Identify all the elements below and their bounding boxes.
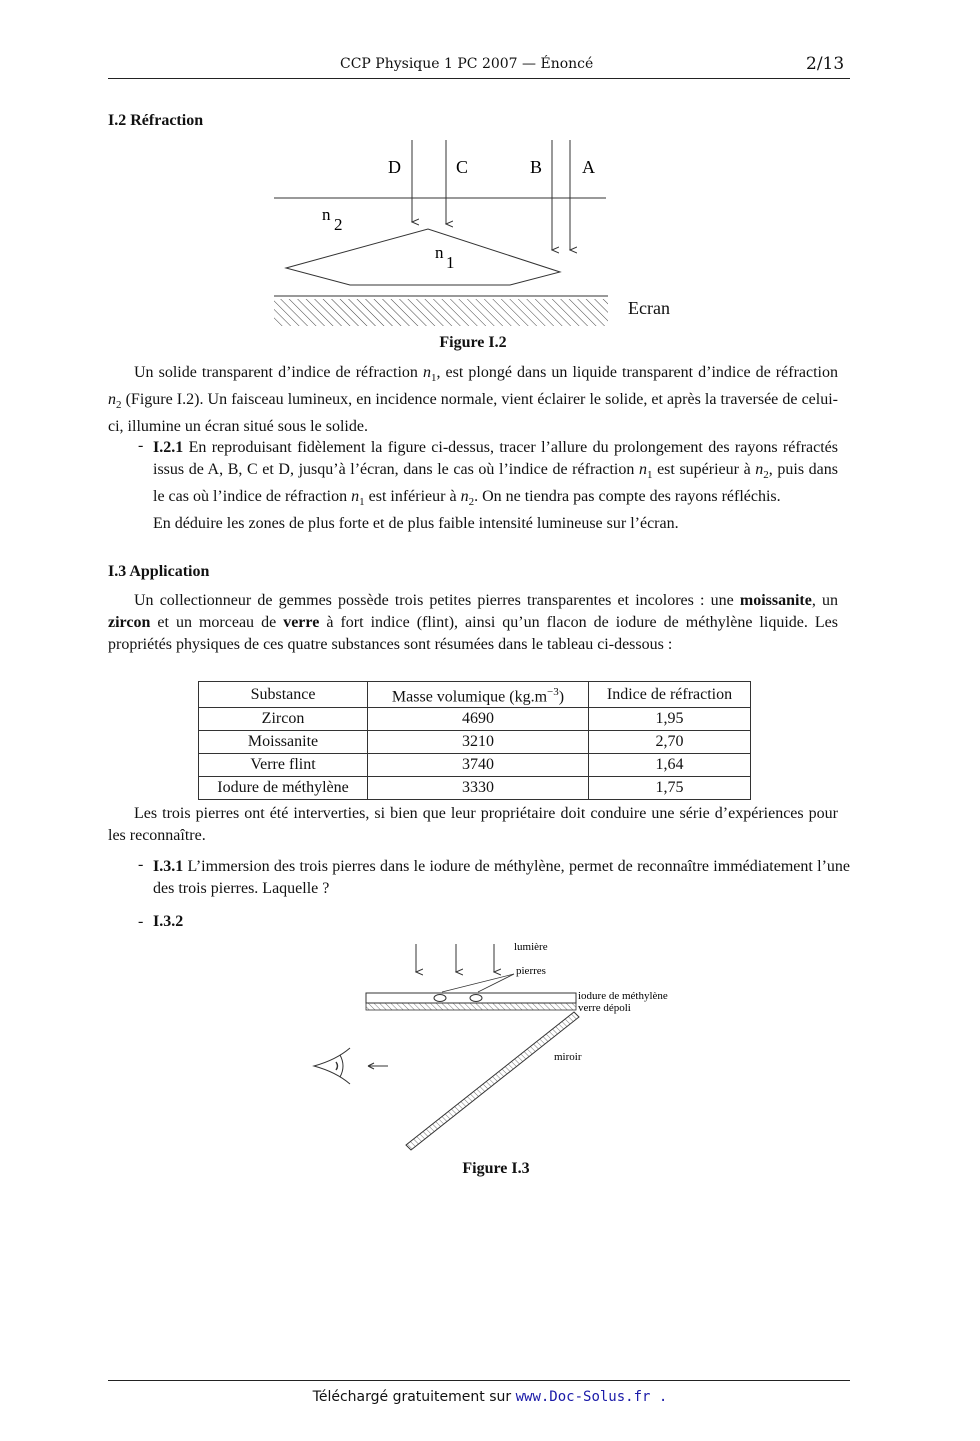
table-cell: 3210	[368, 731, 589, 754]
table-header-cell: Indice de réfraction	[589, 682, 751, 708]
transparent-solid	[286, 229, 560, 285]
table-cell: 1,95	[589, 708, 751, 731]
table-cell: 2,70	[589, 731, 751, 754]
question-i21: I.2.1 En reproduisant fidèlement la figure ci-dessus, tracer l’allure du prolongement des rayons réfractés issus de A, B, C et D, jusqu’à l’écran, dans le cas où l’indice de réfraction $n_1$ est supérieur à $n_2$, puis dans le cas où l’indice de réfraction $n_1$ est inférieur à $n_2$. On ne tiendra pas compte des rayons réfléchis. En déduire les zones de plus forte et de plus faible intensité lumineuse sur l’écran.	[153, 437, 838, 535]
question-number: I.2.1	[153, 439, 184, 456]
question-i21-followup: En déduire les zones de plus forte et de plus faible intensité lumineuse sur l’écran.	[153, 515, 679, 533]
figure-i3	[310, 934, 690, 1154]
frosted-glass	[366, 1003, 576, 1010]
eye-icon	[314, 1048, 350, 1084]
table-header-cell: Masse volumique $(kg.m^{-3})$	[368, 682, 589, 708]
table-cell: Zircon	[199, 708, 368, 731]
after-table-paragraph: Les trois pierres ont été interverties, si bien que leur propriétaire doit conduire une série d’expériences pour les reconnaître.	[108, 805, 838, 844]
table-cell: 1,64	[589, 754, 751, 777]
footer-link[interactable]: www.Doc-Solus.fr	[515, 1389, 651, 1405]
question-bullet: -	[138, 856, 144, 873]
table-cell: 4690	[368, 708, 589, 731]
table-cell: 1,75	[589, 777, 751, 800]
figure-i2-caption: Figure I.2	[439, 334, 507, 351]
table-cell: 3740	[368, 754, 589, 777]
table-row	[199, 777, 751, 800]
stones-label: pierres	[516, 965, 546, 977]
header-title: CCP Physique 1 PC 2007 — Énoncé	[340, 56, 594, 72]
table-header-cell: Substance	[199, 682, 368, 708]
section-heading-refraction: I.2 Réfraction	[108, 112, 204, 129]
mirror	[406, 1012, 579, 1150]
table-cell: 3330	[368, 777, 589, 800]
footer-rule	[108, 1380, 850, 1381]
mirror-label: miroir	[554, 1051, 582, 1063]
properties-table	[198, 681, 751, 800]
methylene-iodide-layer	[366, 993, 576, 1003]
table-header-row	[199, 682, 751, 708]
stone	[470, 995, 482, 1002]
table-cell: Iodure de méthylène	[199, 777, 368, 800]
figure-i2	[268, 134, 688, 334]
stone	[434, 995, 446, 1002]
ray-label-d: D	[388, 157, 401, 177]
ray-label-c: C	[456, 157, 469, 177]
table-row	[199, 754, 751, 777]
question-bullet: -	[138, 437, 144, 454]
ray-label-b: B	[530, 157, 543, 177]
question-i32-number: I.3.2	[153, 913, 184, 930]
header-rule	[108, 78, 850, 79]
table-cell: Moissanite	[199, 731, 368, 754]
footer: Téléchargé gratuitement sur www.Doc-Solus.fr .	[312, 1389, 668, 1405]
table-row	[199, 708, 751, 731]
light-label: lumière	[514, 941, 548, 953]
n2-label: n	[322, 205, 331, 224]
question-bullet: -	[138, 913, 144, 930]
screen-label: Ecran	[628, 298, 670, 318]
refraction-intro-paragraph: Un solide transparent d’indice de réfraction $n_1$, est plongé dans un liquide transparent d’indice de réfraction $n_2$ (Figure I.2). Un faisceau lumineux, en incidence normale, vient éclairer le solide, et après la traversée de celui-ci, illumine un écran situé sous le solide.	[108, 364, 838, 436]
page-number: 2/13	[806, 54, 845, 74]
footer-text: Téléchargé gratuitement sur	[312, 1389, 516, 1405]
glass-label: verre dépoli	[578, 1002, 631, 1014]
ray-label-a: A	[582, 157, 595, 177]
liquid-label: iodure de méthylène	[578, 990, 668, 1002]
table-row	[199, 731, 751, 754]
question-i31: I.3.1 L’immersion des trois pierres dans le iodure de méthylène, permet de reconnaître immédiatement l’une des trois pierres. Laquelle ?	[153, 858, 850, 897]
section-heading-application: I.3 Application	[108, 563, 210, 580]
n1-label: n	[435, 243, 444, 262]
table-cell: Verre flint	[199, 754, 368, 777]
question-number: I.3.1	[153, 858, 184, 875]
n1-index: 1	[446, 253, 455, 272]
figure-i3-caption: Figure I.3	[462, 1160, 530, 1177]
screen-hatching	[274, 299, 608, 326]
application-intro-paragraph: Un collectionneur de gemmes possède trois petites pierres transparentes et incolores : une moissanite, un zircon et un morceau de verre à fort indice (flint), ainsi qu’un flacon de iodure de méthylène liquide. Les propriétés physiques de ces quatre substances sont résumées dans le tableau ci-dessous :	[108, 592, 838, 653]
n2-index: 2	[334, 215, 343, 234]
